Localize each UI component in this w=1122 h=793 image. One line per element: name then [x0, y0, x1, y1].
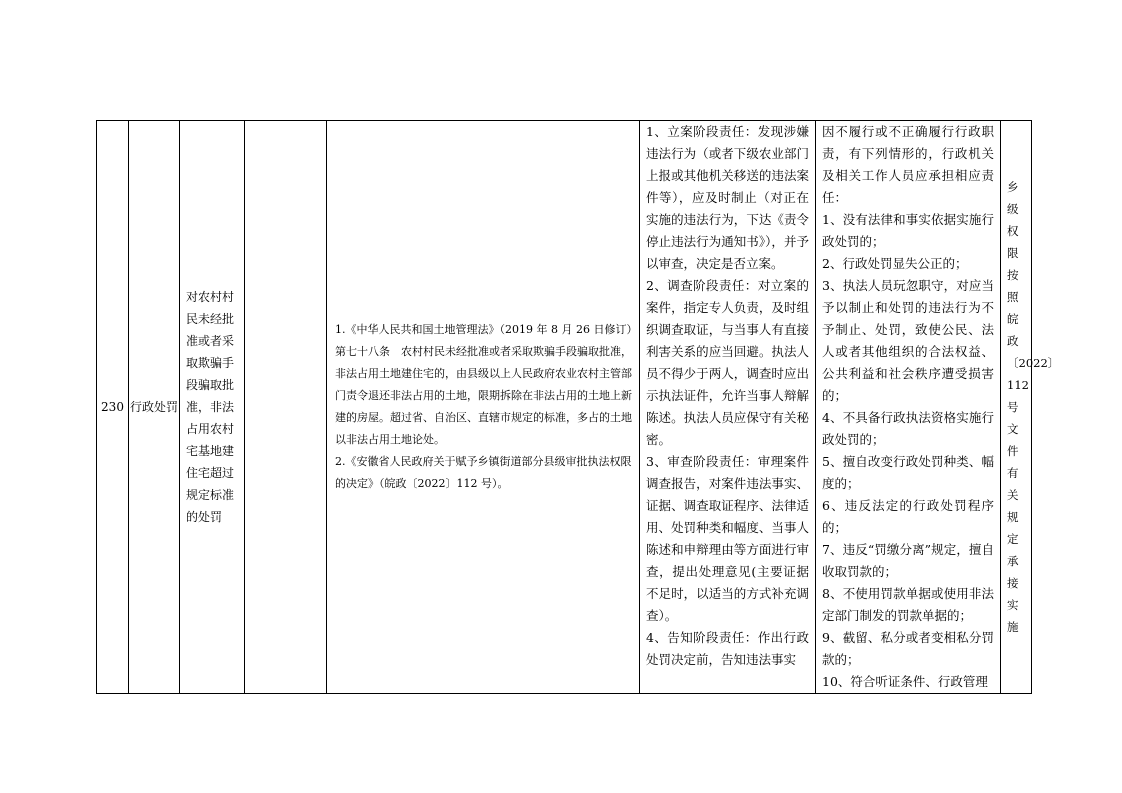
accountability-item: 1、没有法律和事实依据实施行政处罚的；	[822, 212, 994, 249]
accountability-cases	[816, 121, 1001, 694]
power-category: 行政处罚	[129, 121, 180, 694]
accountability-item: 因不履行或不正确履行行政职责，有下列情形的，行政机关及相关工作人员应承担相应责任：	[822, 124, 994, 205]
item-name: 对农村村民未经批准或者采取欺骗手段骗取批准，非法占用农村宅基地建住宅超过规定标准的处罚	[180, 121, 245, 694]
accountability-item: 2、行政处罚显失公正的；	[822, 256, 968, 271]
accountability-item: 7、违反“罚缴分离”规定，擅自收取罚款的；	[822, 542, 994, 579]
duty-responsibilities	[640, 121, 816, 694]
power-list-table	[96, 120, 1060, 694]
duty-item: 2、调查阶段责任：对立案的案件，指定专人负责，及时组织调查取证，与当事人有直接利害关系的应当回避。执法人员不得少于两人，调查时应出示执法证件，允许当事人辩解陈述。执法人员应保守有关秘密。	[646, 278, 809, 447]
legal-basis-item: 2.《安徽省人民政府关于赋予乡镇街道部分县级审批执法权限的决定》（皖政〔2022〕112 号）。	[335, 455, 632, 490]
accountability-item: 3、执法人员玩忽职守，对应当予以制止和处罚的违法行为不予制止、处罚，致使公民、法人或者其他组织的合法权益、公共利益和社会秩序遭受损害的；	[822, 278, 994, 403]
legal-basis	[327, 121, 640, 694]
accountability-item: 5、擅自改变行政处罚种类、幅度的；	[822, 454, 994, 491]
empty-cell-sub-item	[245, 121, 327, 694]
accountability-item: 9、截留、私分或者变相私分罚款的；	[822, 630, 994, 667]
accountability-item: 4、不具备行政执法资格实施行政处罚的；	[822, 410, 994, 447]
remarks: 乡级权限按照皖政〔2022〕112号文件有关规定承接实施	[1001, 121, 1032, 694]
accountability-item: 10、符合听证条件、行政管理	[822, 674, 988, 689]
duty-item: 4、告知阶段责任：作出行政处罚决定前，告知违法事实	[646, 630, 809, 667]
accountability-item: 8、不使用罚款单据或使用非法定部门制发的罚款单据的；	[822, 586, 994, 623]
row-number: 230	[97, 121, 129, 694]
duty-item: 1、立案阶段责任：发现涉嫌违法行为（或者下级农业部门上报或其他机关移送的违法案件等），应及时制止（对正在实施的违法行为，下达《责令停止违法行为通知书》），并予以审查，决定是否立案。	[646, 124, 809, 271]
duty-item: 3、审查阶段责任：审理案件调查报告，对案件违法事实、证据、调查取证程序、法律适用、处罚种类和幅度、当事人陈述和申辩理由等方面进行审查，提出处理意见(主要证据不足时，以适当的方式补充调查）。	[646, 454, 809, 623]
accountability-item: 6、违反法定的行政处罚程序的；	[822, 498, 994, 535]
table-row	[97, 121, 1032, 694]
legal-basis-item: 1.《中华人民共和国土地管理法》（2019 年 8 月 26 日修订）第七十八条 农村村民未经批准或者采取欺骗手段骗取批准，非法占用土地建住宅的，由县级以上人民政府农业农村主管部门责令退还非法占用的土地，限期拆除在非法占用的土地上新建的房屋。超过省、自治区、直辖市规定的标准，多占的土地以非法占用土地论处。	[335, 323, 632, 446]
